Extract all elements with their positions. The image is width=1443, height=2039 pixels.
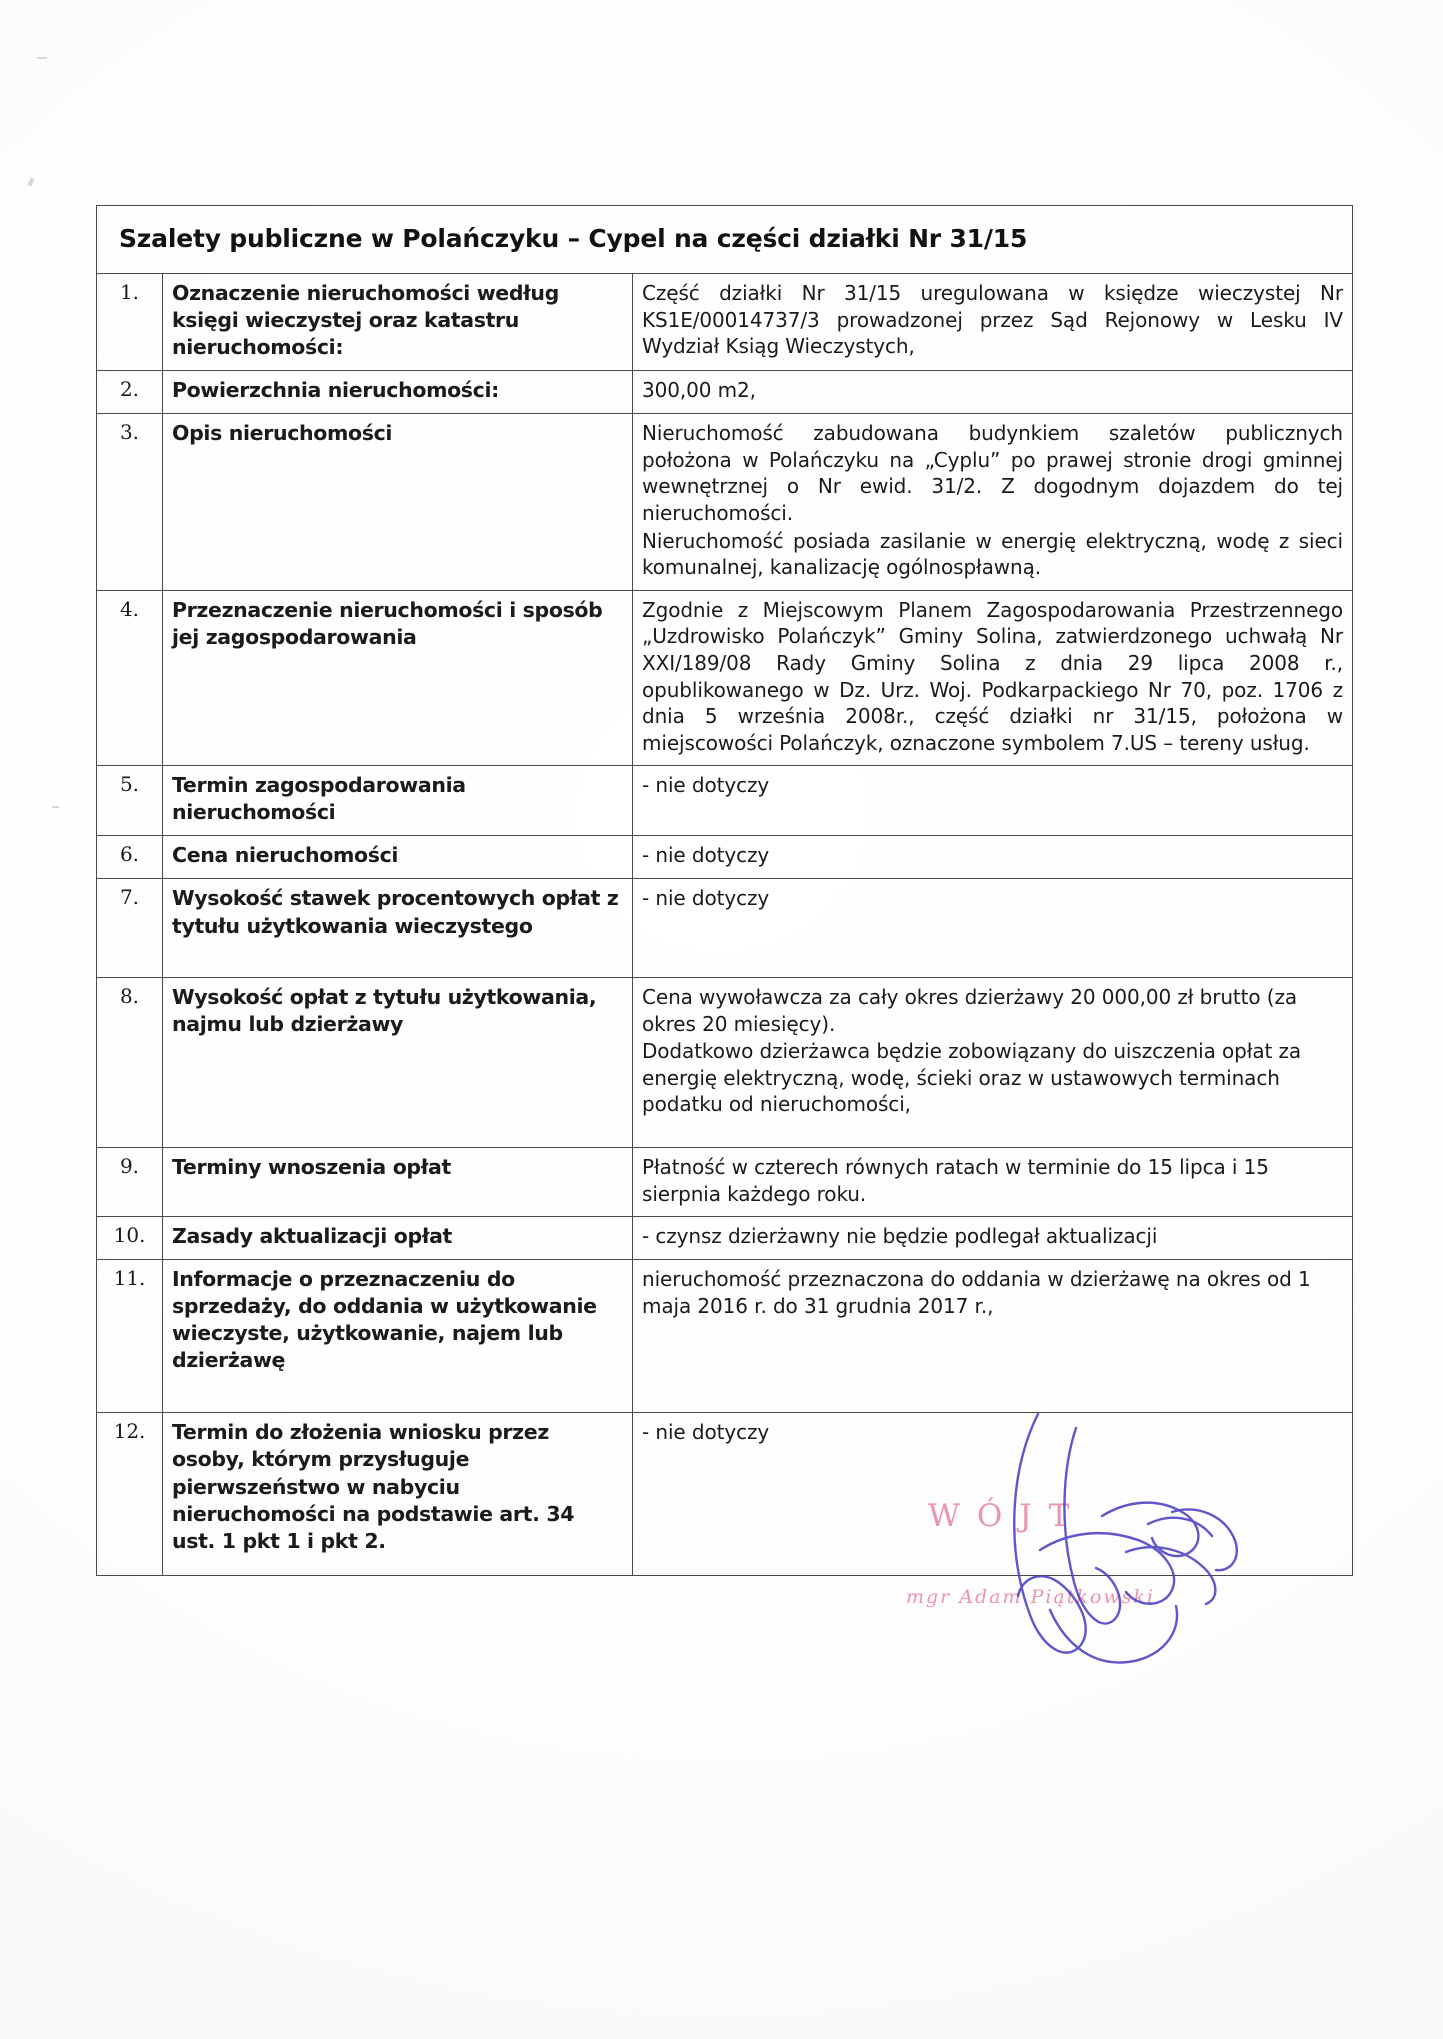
row-value-text: - nie dotyczy bbox=[642, 773, 770, 798]
scan-speck-top-left bbox=[37, 57, 47, 59]
row-value: Płatność w czterech równych ratach w terminie do 15 lipca i 15 sierpnia każdego roku. bbox=[633, 1148, 1353, 1217]
row-value bbox=[633, 879, 1353, 978]
row-label: Informacje o przeznaczeniu do sprzedaży, do oddania w użytkowanie wieczyste, użytkowanie, najem lub dzierżawę bbox=[163, 1260, 633, 1413]
table-row bbox=[97, 1148, 1353, 1217]
row-number: 12. bbox=[97, 1413, 163, 1576]
row-value bbox=[633, 978, 1353, 1148]
row-label: Wysokość stawek procentowych opłat z tytułu użytkowania wieczystego bbox=[163, 879, 633, 978]
row-label: Cena nieruchomości bbox=[163, 836, 633, 879]
row-label: Oznaczenie nieruchomości według księgi wieczystej oraz katastru nieruchomości: bbox=[163, 274, 633, 371]
table-row bbox=[97, 978, 1353, 1148]
handwritten-signature-icon bbox=[890, 1400, 1330, 1680]
table-row bbox=[97, 371, 1353, 414]
document-title-cell bbox=[97, 206, 1353, 274]
row-number: 6. bbox=[97, 836, 163, 879]
table-row bbox=[97, 590, 1353, 766]
row-number: 10. bbox=[97, 1217, 163, 1260]
row-value: Część działki Nr 31/15 uregulowana w księdze wieczystej Nr KS1E/00014737/3 prowadzonej przez Sąd Rejonowy w Lesku IV Wydział Ksiąg Wieczystych, bbox=[633, 274, 1353, 371]
row-value-paragraph: Cena wywoławcza za cały okres dzierżawy 20 000,00 zł brutto (za okres 20 miesięcy). bbox=[642, 985, 1298, 1036]
row-label: Wysokość opłat z tytułu użytkowania, najmu lub dzierżawy bbox=[163, 978, 633, 1148]
table-row bbox=[97, 414, 1353, 591]
row-number: 8. bbox=[97, 978, 163, 1148]
row-number: 9. bbox=[97, 1148, 163, 1217]
row-value bbox=[633, 766, 1353, 836]
row-value bbox=[633, 1260, 1353, 1413]
row-value: - nie dotyczy bbox=[633, 836, 1353, 879]
table-title-row bbox=[97, 206, 1353, 274]
row-label: Termin zagospodarowania nieruchomości bbox=[163, 766, 633, 836]
table-row bbox=[97, 836, 1353, 879]
row-value-paragraph: Dodatkowo dzierżawca będzie zobowiązany do uiszczenia opłat za energię elektryczną, wodę, ścieki oraz w ustawowych terminach podatku od nieruchomości, bbox=[642, 1039, 1302, 1117]
row-value bbox=[633, 414, 1353, 591]
row-number: 5. bbox=[97, 766, 163, 836]
row-number: 11. bbox=[97, 1260, 163, 1413]
row-value-text: nieruchomość przeznaczona do oddania w dzierżawę na okres od 1 maja 2016 r. do 31 grudnia 2017 r., bbox=[642, 1267, 1311, 1318]
table-row bbox=[97, 1217, 1353, 1260]
row-value-paragraph: Nieruchomość zabudowana budynkiem szaletów publicznych położona w Polańczyku na „Cyplu” po prawej stronie drogi gminnej wewnętrznej o Nr ewid. 31/2. Z dogodnym dojazdem do tej nieruchomości. bbox=[642, 421, 1344, 525]
stamp-office-title: WÓJT bbox=[928, 1498, 1087, 1534]
row-label: Terminy wnoszenia opłat bbox=[163, 1148, 633, 1217]
signature-block bbox=[900, 1410, 1320, 1670]
notice-document bbox=[96, 205, 1352, 1576]
row-label: Opis nieruchomości bbox=[163, 414, 633, 591]
row-number: 4. bbox=[97, 590, 163, 766]
row-number: 7. bbox=[97, 879, 163, 978]
row-number: 2. bbox=[97, 371, 163, 414]
row-number: 1. bbox=[97, 274, 163, 371]
row-value-text: - nie dotyczy bbox=[642, 886, 770, 911]
row-label: Powierzchnia nieruchomości: bbox=[163, 371, 633, 414]
row-value: - czynsz dzierżawny nie będzie podlegał aktualizacji bbox=[633, 1217, 1353, 1260]
row-label: Termin do złożenia wniosku przez osoby, którym przysługuje pierwszeństwo w nabyciu nieruchomości na podstawie art. 34 ust. 1 pkt 1 i pkt 2. bbox=[163, 1413, 633, 1576]
row-label: Przeznaczenie nieruchomości i sposób jej zagospodarowania bbox=[163, 590, 633, 766]
row-label: Zasady aktualizacji opłat bbox=[163, 1217, 633, 1260]
row-value-paragraph: Nieruchomość posiada zasilanie w energię elektryczną, wodę z sieci komunalnej, kanalizację ogólnospławną. bbox=[642, 528, 1344, 580]
page-title: Szalety publiczne w Polańczyku – Cypel na części działki Nr 31/15 bbox=[119, 224, 1028, 253]
table-row bbox=[97, 1260, 1353, 1413]
row-value: 300,00 m2, bbox=[633, 371, 1353, 414]
scan-speck-mid-left bbox=[52, 806, 59, 808]
stamp-official-name: mgr Adam Piątkowski bbox=[906, 1586, 1155, 1608]
row-value-text: - nie dotyczy bbox=[642, 1420, 770, 1445]
table-row bbox=[97, 274, 1353, 371]
row-number: 3. bbox=[97, 414, 163, 591]
row-value: Zgodnie z Miejscowym Planem Zagospodarowania Przestrzennego „Uzdrowisko Polańczyk” Gminy Solina, zatwierdzonego uchwałą Nr XXI/189/08 Rady Gminy Solina z dnia 29 lipca 2008 r., opublikowanego w Dz. Urz. Woj. Podkarpackiego Nr 70, poz. 1706 z dnia 5 września 2008r., część działki nr 31/15, położona w miejscowości Polańczyk, oznaczone symbolem 7.US – tereny usług. bbox=[633, 590, 1353, 766]
property-notice-table bbox=[96, 205, 1353, 1576]
table-row bbox=[97, 879, 1353, 978]
table-row bbox=[97, 766, 1353, 836]
